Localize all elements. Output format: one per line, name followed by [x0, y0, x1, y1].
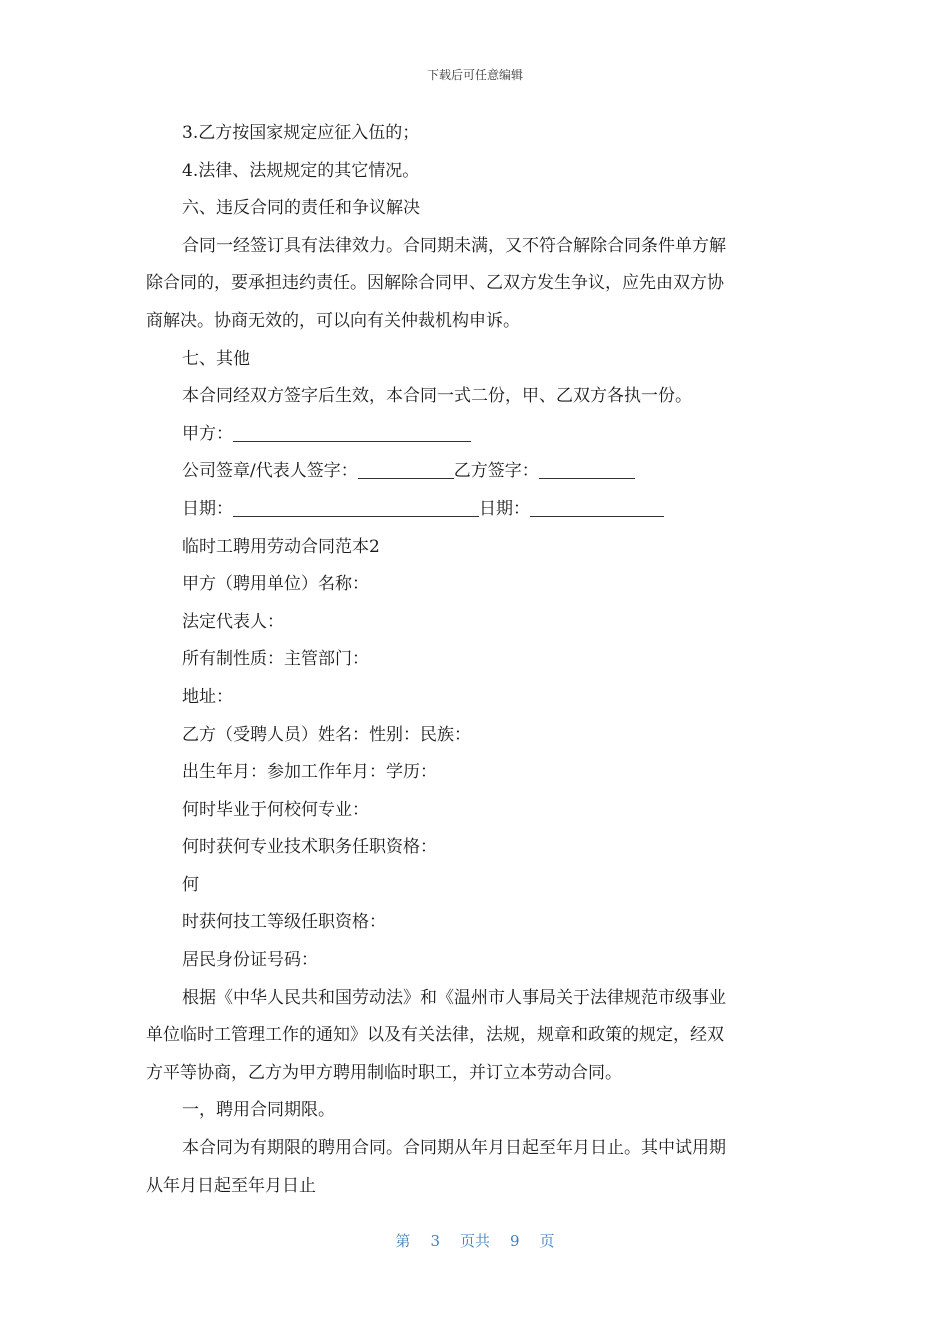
paragraph-line: 合同一经签订具有法律效力。合同期未满，又不符合解除合同条件单方解	[182, 235, 726, 256]
paragraph-line: 商解决。协商无效的，可以向有关仲裁机构申诉。	[146, 310, 520, 331]
party-b-signature-blank	[539, 460, 635, 479]
field-line: 乙方（受聘人员）姓名：性别：民族：	[182, 724, 471, 745]
field-line: 时获何技工等级任职资格：	[182, 912, 386, 933]
signature-line	[146, 458, 796, 496]
company-seal-label: 公司签章/代表人签字：	[182, 461, 358, 482]
date-blank	[233, 498, 479, 517]
field-line: 居民身份证号码：	[182, 950, 318, 971]
date-line	[146, 496, 796, 534]
field-line: 出生年月：参加工作年月：学历：	[182, 762, 437, 783]
company-seal-blank	[358, 460, 454, 479]
field-line: 地址：	[182, 686, 233, 707]
field-line: 何	[182, 874, 199, 895]
section-heading: 六、违反合同的责任和争议解决	[182, 198, 420, 219]
field-line: 何时毕业于何校何专业：	[182, 799, 369, 820]
field-line: 法定代表人：	[182, 611, 284, 632]
paragraph-line: 从年月日起至年月日止	[146, 1175, 316, 1196]
current-page-number: 3	[430, 1232, 440, 1250]
paragraph-line: 根据《中华人民共和国劳动法》和《温州市人事局关于法律规范市级事业	[182, 987, 726, 1008]
date-label: 日期：	[182, 498, 233, 519]
document-title: 临时工聘用劳动合同范本2	[182, 536, 380, 557]
paragraph-line: 单位临时工管理工作的通知》以及有关法律，法规，规章和政策的规定，经双	[146, 1025, 724, 1046]
field-line: 所有制性质：主管部门：	[182, 649, 369, 670]
party-a-blank	[233, 423, 471, 442]
section-heading: 七、其他	[182, 348, 250, 369]
page-middle: 页共	[459, 1232, 490, 1250]
date-blank	[530, 498, 664, 517]
paragraph-line: 方平等协商，乙方为甲方聘用制临时职工，并订立本劳动合同。	[146, 1062, 622, 1083]
party-a-label: 甲方：	[182, 423, 233, 444]
date-label: 日期：	[479, 498, 530, 519]
document-body	[146, 120, 796, 1210]
clause-line: 4.法律、法规规定的其它情况。	[182, 160, 420, 181]
page-header: 下载后可任意编辑	[426, 68, 523, 82]
field-line: 何时获何专业技术职务任职资格：	[182, 837, 437, 858]
field-line: 甲方（聘用单位）名称：	[182, 574, 369, 595]
page-suffix: 页	[539, 1232, 555, 1250]
page-footer	[0, 1230, 950, 1251]
party-a-signature-line	[146, 421, 796, 459]
paragraph-line: 本合同为有期限的聘用合同。合同期从年月日起至年月日止。其中试用期	[182, 1138, 726, 1159]
party-b-signature-label: 乙方签字：	[453, 461, 539, 482]
page-prefix: 第	[395, 1232, 411, 1250]
total-page-number: 9	[510, 1232, 520, 1250]
section-heading: 一，聘用合同期限。	[182, 1100, 335, 1121]
paragraph-line: 除合同的，要承担违约责任。因解除合同甲、乙双方发生争议，应先由双方协	[146, 273, 724, 294]
paragraph-line: 本合同经双方签字后生效，本合同一式二份，甲、乙双方各执一份。	[182, 386, 692, 407]
clause-line: 3.乙方按国家规定应征入伍的；	[182, 123, 420, 143]
